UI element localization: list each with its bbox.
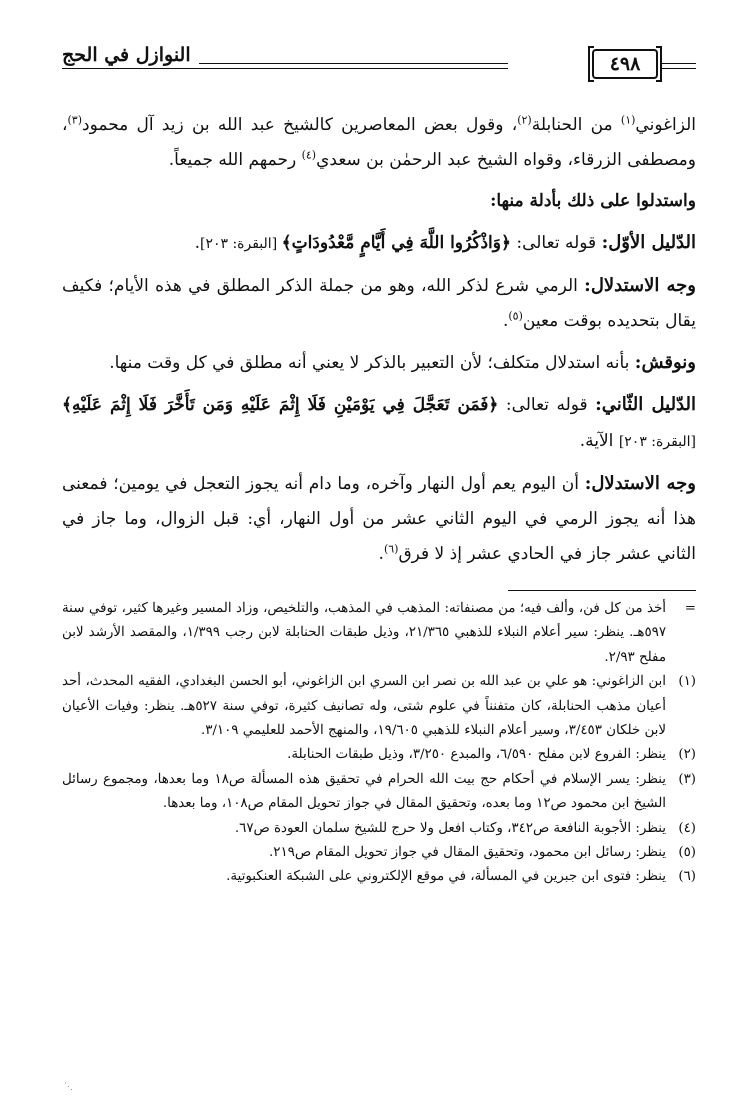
first-evidence-label: الدّليل الأوّل: [601,232,696,253]
footnote-ref-3[interactable]: (٣) [67,113,83,127]
scan-mark: ⋰ [64,1082,73,1092]
objection-label: ونوقش: [634,352,696,373]
footnote-continued [62,597,696,670]
footnote-text: ينظر: فتوى ابن جبرين في المسألة، في موقع الإلكتروني على الشبكة العنكبوتية. [226,869,666,885]
text-span: من الحنابلة [531,115,621,135]
footnote-number: (٥) [678,845,696,861]
text-span: ، وقول بعض المعاصرين كالشيخ عبد الله بن زيد آل محمود [82,115,518,135]
footnote-4 [62,817,696,841]
page-number: ٤٩٨ [592,49,658,79]
footnote-6 [62,865,696,889]
quran-verse: ﴿فَمَن تَعَجَّلَ فِي يَوْمَيْنِ فَلَا إِثْمَ عَلَيْهِ وَمَن تَأَخَّرَ فَلَا إِثْمَ عَلَيْهِ﴾ [62,395,499,415]
footnote-ref-1[interactable]: (١) [620,113,636,127]
footnote-number: (١) [678,674,696,690]
footnote-number: = [684,601,696,616]
paragraph-opinions [62,108,696,178]
evidence-intro: واستدلوا على ذلك بأدلة منها: [490,191,696,211]
page [62,46,696,890]
text-span: . [194,233,200,253]
inference-label: وجه الاستدلال: [584,275,697,296]
footnotes [62,597,696,890]
footnote-ref-6[interactable]: (٦) [383,542,399,556]
text-span: بأنه استدلال متكلف؛ لأن التعبير بالذكر لا يعني أنه مطلق في كل وقت منها. [109,353,635,373]
running-title: النوازل في الحج [62,44,199,66]
paragraph-second-evidence [62,387,696,460]
footnote-number: (٣) [678,771,696,787]
footnote-number: (٤) [678,820,696,836]
footnote-text: أخذ من كل فن، وألف فيه؛ من مصنفاته: المذهب في المذهب، والتلخيص، وزاد المسير وغيرها كثير، توفي سنة ٥٩٧هـ. ينظر: سير أعلام النبلاء للذهبي ٢١/٣٦٥، وذيل طبقات الحنابلة لابن رجب ١/٣٩٩، والمقصد الأرشد لابن مفلح ٢/٩٣. [62,601,667,665]
footnote-text: ينظر: يسر الإسلام في أحكام حج بيت الله الحرام في تحقيق هذه المسألة ص١٨ وما بعدها، ومجموع رسائل الشيخ ابن محمود ص١٢ وما بعده، وتحقيق المقال في جواز تحويل المقام ص١٠٨، وما بعدها. [62,771,666,812]
footnote-ref-4[interactable]: (٤) [301,148,317,162]
footnote-text: ينظر: الفروع لابن مفلح ٦/٥٩٠، والمبدع ٣/٢٥٠، وذيل طبقات الحنابلة. [287,747,666,763]
verse-reference: [البقرة: ٢٠٣] [199,236,282,252]
text-span: قوله تعالى: [498,395,596,415]
main-text [62,108,696,572]
text-span: أن اليوم يعم أول النهار وآخره، وما دام أنه يجوز التعجل في يومين؛ فمعنى هذا أنه يجوز الرمي في اليوم الثاني عشر من أول النهار، أي: قبل الزوال، وما جاز في الثاني عشر جاز في الحادي عشر إذ لا فرق [62,474,696,564]
footnote-text: ينظر: الأجوبة النافعة ص٣٤٢، وكتاب افعل ولا حرج للشيخ سلمان العودة ص٦٧. [234,820,666,836]
header-rule [662,63,696,64]
text-span: الآية. [579,431,619,451]
footnote-ref-5[interactable]: (٥) [508,309,523,323]
text-span: . [378,544,384,564]
paragraph-first-evidence [62,225,696,262]
footnote-5 [62,841,696,865]
page-header [62,46,696,90]
second-evidence-label: الدّليل الثّاني: [595,394,696,415]
footnote-number: (٢) [678,747,696,763]
footnote-2 [62,743,696,767]
footnote-text: ابن الزاغوني: هو علي بن عبد الله بن نصر ابن السري ابن الزاغوني، أبو الحسن البغدادي، الفقيه المحدث، أحد أعيان مذهب الحنابلة، كان متفنناً في علوم شتى، وله تصانيف كثيرة، توفي سنة ٥٢٧هـ. ينظر: وفيات الأعيان لابن خلكان ٣/٤٥٣، وسير أعلام النبلاء للذهبي ١٩/٦٠٥، والمنهج الأحمد للعليمي ٣/١٠٩. [62,674,666,739]
text-span: ، ومصطفى الزرقاء، وقواه الشيخ عبد الرحمٰن بن سعدي [62,115,696,170]
text-span: . [502,311,509,331]
paragraph-inference-2 [62,466,696,572]
text-span: قوله تعالى: [510,233,602,253]
footnote-text: ينظر: رسائل ابن محمود، وتحقيق المقال في جواز تحويل المقام ص٢١٩. [268,845,666,861]
text-span: رحمهم الله جميعاً. [168,150,302,170]
paragraph-inference-1 [62,268,696,339]
text-span: الزاغوني [635,115,697,135]
footnote-ref-2[interactable]: (٢) [517,113,532,127]
inference-label: وجه الاستدلال: [584,473,696,494]
quran-verse: ﴿وَاذْكُرُوا اللَّهَ فِي أَيَّامٍ مَّعْدُودَاتٍ﴾ [281,233,511,253]
footnote-separator [508,590,696,591]
footnote-1 [62,670,696,743]
header-rule [662,68,696,69]
text-span: الرمي شرع لذكر الله، وهو من جملة الذكر المطلق في هذه الأيام؛ فكيف يقال بتحديده بوقت معين [62,276,696,331]
footnote-3 [62,768,696,817]
verse-reference: [البقرة: ٢٠٣] [618,434,696,450]
footnote-number: (٦) [678,869,696,885]
paragraph-objection [62,345,696,381]
header-rule [62,68,508,69]
